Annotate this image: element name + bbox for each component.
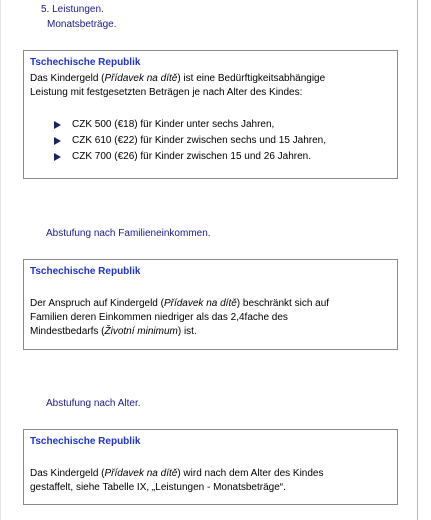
list-item: CZK 610 (€22) für Kinder zwischen sechs und 15 Jahren, xyxy=(54,133,326,149)
amount-list xyxy=(54,117,326,165)
arrow-bullet-icon xyxy=(54,121,61,129)
box-paragraph xyxy=(30,297,389,339)
list-item: CZK 500 (€18) für Kinder unter sechs Jahren, xyxy=(54,117,326,133)
section-subheading: Monatsbeträge. xyxy=(47,19,117,30)
section-number-heading: 5. Leistungen. xyxy=(41,4,104,15)
list-item: CZK 700 (€26) für Kinder zwischen 15 und 26 Jahren. xyxy=(54,149,326,165)
paragraph-line: Mindestbedarfs (Životní minimum) ist. xyxy=(30,326,197,337)
arrow-bullet-icon xyxy=(54,137,61,145)
heading-income-graduation: Abstufung nach Familieneinkommen. xyxy=(46,228,211,239)
box-title: Tschechische Republik xyxy=(30,57,141,68)
paragraph-line: Das Kindergeld (Přídavek na dítě) ist eine Bedürftigkeitsabhängige xyxy=(30,73,326,84)
paragraph-line: Familien deren Einkommen niedriger als das 2,4fache des xyxy=(30,312,288,323)
paragraph-line: Der Anspruch auf Kindergeld (Přídavek na dítě) beschränkt sich auf xyxy=(30,298,330,309)
paragraph-line: Leistung mit festgesetzten Beträgen je nach Alter des Kindes: xyxy=(30,87,303,98)
box-paragraph xyxy=(30,467,389,495)
box-paragraph xyxy=(30,72,389,100)
legal-term: Přídavek na dítě xyxy=(104,468,178,479)
czech-box-amounts xyxy=(23,50,398,179)
paragraph-line: gestaffelt, siehe Tabelle IX, „Leistungen - Monatsbeträge“. xyxy=(30,482,286,493)
legal-term: Životní minimum xyxy=(104,326,178,337)
czech-box-age xyxy=(23,429,398,505)
box-title: Tschechische Republik xyxy=(30,436,141,447)
czech-box-income xyxy=(23,259,398,350)
legal-term: Přídavek na dítě xyxy=(104,73,178,84)
box-title: Tschechische Republik xyxy=(30,266,141,277)
heading-age-graduation: Abstufung nach Alter. xyxy=(46,398,141,409)
legal-term: Přídavek na dítě xyxy=(163,298,237,309)
paragraph-line: Das Kindergeld (Přídavek na dítě) wird nach dem Alter des Kindes xyxy=(30,468,324,479)
arrow-bullet-icon xyxy=(54,153,61,161)
